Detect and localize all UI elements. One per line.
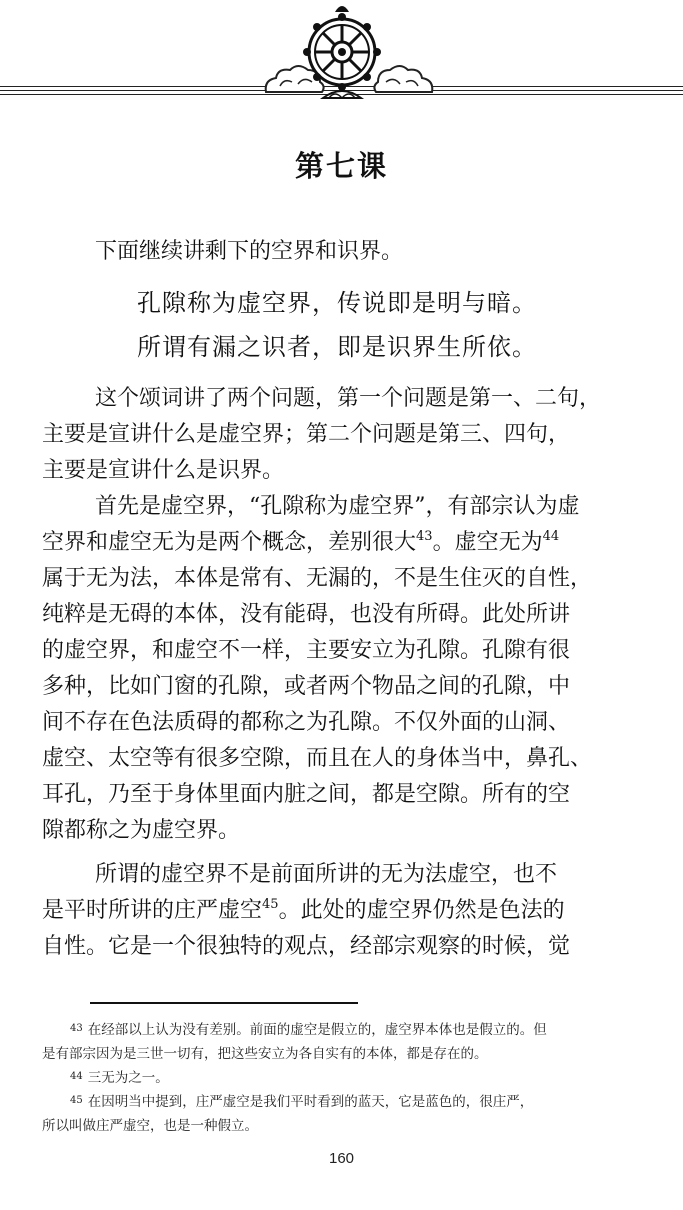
footnote-number: 45: [70, 1095, 83, 1106]
body-line: 主要是宣讲什么是识界。: [42, 458, 285, 483]
footnote-separator: [90, 1002, 358, 1004]
chapter-title: 第七课: [294, 149, 388, 183]
body-line: 隙都称之为虚空界。: [42, 818, 241, 843]
footnote-45: [70, 1090, 533, 1110]
footnote-43-cont: [42, 1042, 488, 1062]
verse-line: 所谓有漏之识者，即是识界生所依。: [137, 333, 537, 361]
footnote-44: [70, 1066, 169, 1086]
dharma-wheel-icon: [299, 0, 385, 104]
footnote-number: 44: [70, 1071, 83, 1082]
body-line: 多种，比如门窗的孔隙，或者两个物品之间的孔隙，中: [42, 674, 571, 699]
body-text-span: 。此处的虚空界仍然是色法的: [278, 898, 565, 923]
body-line: 耳孔，乃至于身体里面内脏之间，都是空隙。所有的空: [42, 782, 571, 807]
body-line: 虚空、太空等有很多空隙，而且在人的身体当中，鼻孔、: [42, 746, 593, 771]
body-line: 主要是宣讲什么是虚空界；第二个问题是第三、四句，: [42, 422, 571, 447]
footnote-text: 在经部以上认为没有差别。前面的虚空是假立的，虚空界本体也是假立的。但: [87, 1022, 547, 1038]
page-number: 160: [328, 1150, 355, 1167]
body-line: 这个颂词讲了两个问题，第一个问题是第一、二句，: [95, 386, 602, 411]
body-text-span: 空界和虚空无为是两个概念，差别很大: [42, 530, 417, 555]
footnote-text: 是有部宗因为是三世一切有，把这些安立为各自实有的本体，都是存在的。: [42, 1046, 488, 1062]
footnote-text: 在因明当中提到，庄严虚空是我们平时看到的蓝天，它是蓝色的，很庄严，: [87, 1094, 534, 1110]
body-line: 所谓的虚空界不是前面所讲的无为法虚空，也不: [95, 862, 558, 887]
body-line: 属于无为法，本体是常有、无漏的，不是生住灭的自性，: [42, 566, 593, 591]
intro-line: 下面继续讲剩下的空界和识界。: [95, 239, 404, 264]
footnote-43: [70, 1018, 547, 1038]
body-text-span: 是平时所讲的庄严虚空: [42, 898, 263, 923]
footnote-text: 所以叫做庄严虚空，也是一种假立。: [42, 1118, 258, 1134]
footnote-number: 43: [70, 1023, 83, 1034]
verse-line: 孔隙称为虚空界，传说即是明与暗。: [137, 289, 537, 317]
footnote-ref-45: 45: [262, 897, 279, 912]
body-line: [42, 525, 559, 556]
body-line: 间不存在色法质碍的都称之为孔隙。不仅外面的山洞、: [42, 710, 571, 735]
footnote-ref-43: 43: [416, 529, 433, 544]
body-line: 首先是虚空界，“孔隙称为虚空界”，有部宗认为虚: [95, 494, 580, 519]
body-line: 的虚空界，和虚空不一样，主要安立为孔隙。孔隙有很: [42, 638, 571, 663]
body-line: [42, 893, 565, 924]
footnote-text: 三无为之一。: [87, 1070, 169, 1086]
body-text-span: 。虚空无为: [432, 530, 543, 555]
footnote-ref-44: 44: [542, 529, 560, 544]
footnote-45-cont: [42, 1114, 258, 1134]
body-line: 纯粹是无碍的本体，没有能碍，也没有所碍。此处所讲: [42, 602, 571, 627]
body-line: 自性。它是一个很独特的观点，经部宗观察的时候，觉: [42, 934, 571, 959]
